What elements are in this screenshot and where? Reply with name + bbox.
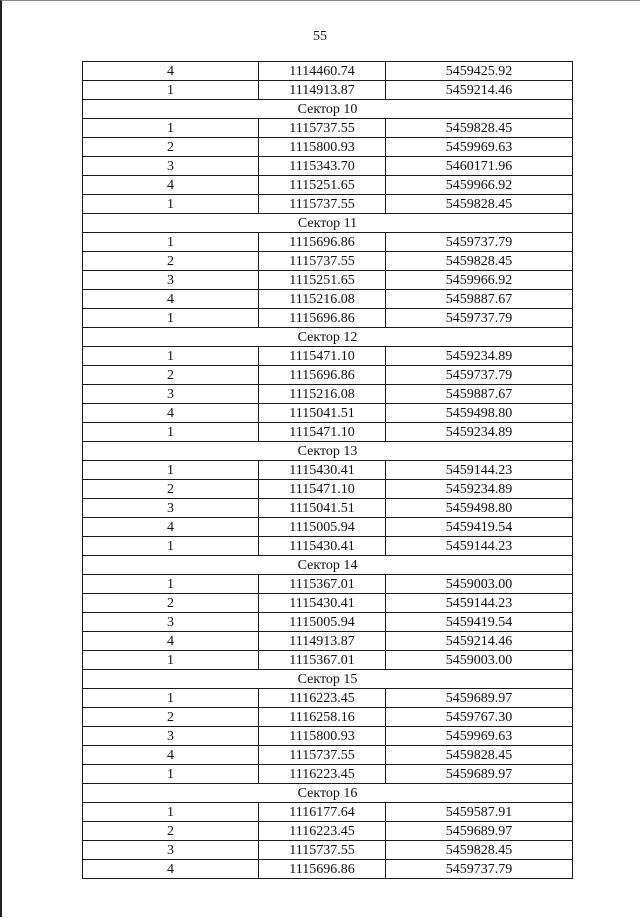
x-coordinate-cell: 1115216.08 <box>259 385 386 404</box>
y-coordinate-cell: 5459828.45 <box>386 195 573 214</box>
x-coordinate-cell: 1116223.45 <box>259 765 386 784</box>
y-coordinate-cell: 5459966.92 <box>386 176 573 195</box>
sector-header-row <box>83 442 573 461</box>
y-coordinate-cell: 5459144.23 <box>386 537 573 556</box>
y-coordinate-cell: 5459425.92 <box>386 62 573 81</box>
sector-title: Сектор 13 <box>83 442 573 461</box>
x-coordinate-cell: 1115696.86 <box>259 366 386 385</box>
y-coordinate-cell: 5459969.63 <box>386 727 573 746</box>
table-row <box>83 423 573 442</box>
coordinates-table-body <box>83 62 573 879</box>
y-coordinate-cell: 5459234.89 <box>386 423 573 442</box>
point-number-cell: 4 <box>83 518 259 537</box>
y-coordinate-cell: 5459689.97 <box>386 689 573 708</box>
x-coordinate-cell: 1115041.51 <box>259 404 386 423</box>
y-coordinate-cell: 5459234.89 <box>386 480 573 499</box>
x-coordinate-cell: 1115005.94 <box>259 613 386 632</box>
x-coordinate-cell: 1115471.10 <box>259 480 386 499</box>
point-number-cell: 1 <box>83 575 259 594</box>
y-coordinate-cell: 5459737.79 <box>386 366 573 385</box>
x-coordinate-cell: 1115737.55 <box>259 119 386 138</box>
point-number-cell: 2 <box>83 480 259 499</box>
y-coordinate-cell: 5459966.92 <box>386 271 573 290</box>
y-coordinate-cell: 5459498.80 <box>386 404 573 423</box>
x-coordinate-cell: 1114913.87 <box>259 81 386 100</box>
sector-header-row <box>83 670 573 689</box>
point-number-cell: 4 <box>83 62 259 81</box>
y-coordinate-cell: 5459969.63 <box>386 138 573 157</box>
table-row <box>83 708 573 727</box>
x-coordinate-cell: 1115367.01 <box>259 575 386 594</box>
table-row <box>83 822 573 841</box>
y-coordinate-cell: 5459767.30 <box>386 708 573 727</box>
table-row <box>83 651 573 670</box>
point-number-cell: 4 <box>83 290 259 309</box>
coordinates-table <box>82 61 573 879</box>
table-row <box>83 81 573 100</box>
table-row <box>83 499 573 518</box>
y-coordinate-cell: 5459498.80 <box>386 499 573 518</box>
point-number-cell: 1 <box>83 233 259 252</box>
table-row <box>83 195 573 214</box>
sector-title: Сектор 12 <box>83 328 573 347</box>
y-coordinate-cell: 5459737.79 <box>386 309 573 328</box>
point-number-cell: 2 <box>83 822 259 841</box>
table-row <box>83 119 573 138</box>
x-coordinate-cell: 1115737.55 <box>259 252 386 271</box>
y-coordinate-cell: 5459828.45 <box>386 119 573 138</box>
point-number-cell: 1 <box>83 765 259 784</box>
x-coordinate-cell: 1115343.70 <box>259 157 386 176</box>
table-row <box>83 727 573 746</box>
y-coordinate-cell: 5459587.91 <box>386 803 573 822</box>
table-row <box>83 176 573 195</box>
point-number-cell: 1 <box>83 423 259 442</box>
x-coordinate-cell: 1115251.65 <box>259 271 386 290</box>
x-coordinate-cell: 1114913.87 <box>259 632 386 651</box>
sector-title: Сектор 10 <box>83 100 573 119</box>
table-row <box>83 252 573 271</box>
x-coordinate-cell: 1115737.55 <box>259 195 386 214</box>
table-row <box>83 271 573 290</box>
table-row <box>83 632 573 651</box>
sector-header-row <box>83 214 573 233</box>
sector-header-row <box>83 556 573 575</box>
table-row <box>83 480 573 499</box>
point-number-cell: 3 <box>83 841 259 860</box>
x-coordinate-cell: 1114460.74 <box>259 62 386 81</box>
x-coordinate-cell: 1115430.41 <box>259 594 386 613</box>
table-row <box>83 803 573 822</box>
point-number-cell: 2 <box>83 252 259 271</box>
table-row <box>83 594 573 613</box>
x-coordinate-cell: 1115216.08 <box>259 290 386 309</box>
point-number-cell: 1 <box>83 81 259 100</box>
x-coordinate-cell: 1115800.93 <box>259 727 386 746</box>
y-coordinate-cell: 5459887.67 <box>386 290 573 309</box>
point-number-cell: 3 <box>83 727 259 746</box>
x-coordinate-cell: 1115737.55 <box>259 841 386 860</box>
point-number-cell: 2 <box>83 708 259 727</box>
y-coordinate-cell: 5459419.54 <box>386 518 573 537</box>
x-coordinate-cell: 1115430.41 <box>259 537 386 556</box>
table-row <box>83 309 573 328</box>
table-row <box>83 613 573 632</box>
point-number-cell: 3 <box>83 499 259 518</box>
table-row <box>83 537 573 556</box>
y-coordinate-cell: 5459234.89 <box>386 347 573 366</box>
table-row <box>83 575 573 594</box>
y-coordinate-cell: 5459003.00 <box>386 575 573 594</box>
table-row <box>83 62 573 81</box>
table-row <box>83 841 573 860</box>
table-row <box>83 746 573 765</box>
x-coordinate-cell: 1115696.86 <box>259 309 386 328</box>
point-number-cell: 2 <box>83 138 259 157</box>
point-number-cell: 3 <box>83 157 259 176</box>
table-row <box>83 347 573 366</box>
x-coordinate-cell: 1115251.65 <box>259 176 386 195</box>
y-coordinate-cell: 5459828.45 <box>386 746 573 765</box>
x-coordinate-cell: 1116177.64 <box>259 803 386 822</box>
point-number-cell: 3 <box>83 271 259 290</box>
x-coordinate-cell: 1116258.16 <box>259 708 386 727</box>
sector-header-row <box>83 100 573 119</box>
y-coordinate-cell: 5459214.46 <box>386 81 573 100</box>
point-number-cell: 4 <box>83 860 259 879</box>
x-coordinate-cell: 1115367.01 <box>259 651 386 670</box>
y-coordinate-cell: 5459144.23 <box>386 594 573 613</box>
y-coordinate-cell: 5459419.54 <box>386 613 573 632</box>
point-number-cell: 4 <box>83 746 259 765</box>
point-number-cell: 4 <box>83 404 259 423</box>
sector-header-row <box>83 784 573 803</box>
y-coordinate-cell: 5460171.96 <box>386 157 573 176</box>
point-number-cell: 1 <box>83 347 259 366</box>
table-row <box>83 461 573 480</box>
y-coordinate-cell: 5459214.46 <box>386 632 573 651</box>
point-number-cell: 1 <box>83 461 259 480</box>
x-coordinate-cell: 1115737.55 <box>259 746 386 765</box>
table-row <box>83 233 573 252</box>
point-number-cell: 1 <box>83 195 259 214</box>
table-row <box>83 518 573 537</box>
x-coordinate-cell: 1115005.94 <box>259 518 386 537</box>
y-coordinate-cell: 5459144.23 <box>386 461 573 480</box>
point-number-cell: 2 <box>83 366 259 385</box>
sector-header-row <box>83 328 573 347</box>
table-row <box>83 689 573 708</box>
y-coordinate-cell: 5459737.79 <box>386 233 573 252</box>
sector-title: Сектор 15 <box>83 670 573 689</box>
point-number-cell: 1 <box>83 537 259 556</box>
y-coordinate-cell: 5459828.45 <box>386 252 573 271</box>
x-coordinate-cell: 1115696.86 <box>259 233 386 252</box>
point-number-cell: 4 <box>83 632 259 651</box>
table-row <box>83 765 573 784</box>
table-row <box>83 138 573 157</box>
x-coordinate-cell: 1115041.51 <box>259 499 386 518</box>
sector-title: Сектор 11 <box>83 214 573 233</box>
point-number-cell: 1 <box>83 119 259 138</box>
table-row <box>83 157 573 176</box>
x-coordinate-cell: 1116223.45 <box>259 689 386 708</box>
point-number-cell: 3 <box>83 613 259 632</box>
table-row <box>83 860 573 879</box>
x-coordinate-cell: 1115430.41 <box>259 461 386 480</box>
x-coordinate-cell: 1115696.86 <box>259 860 386 879</box>
x-coordinate-cell: 1115800.93 <box>259 138 386 157</box>
y-coordinate-cell: 5459689.97 <box>386 822 573 841</box>
x-coordinate-cell: 1116223.45 <box>259 822 386 841</box>
sector-title: Сектор 14 <box>83 556 573 575</box>
point-number-cell: 2 <box>83 594 259 613</box>
y-coordinate-cell: 5459737.79 <box>386 860 573 879</box>
point-number-cell: 3 <box>83 385 259 404</box>
table-row <box>83 385 573 404</box>
table-row <box>83 366 573 385</box>
y-coordinate-cell: 5459887.67 <box>386 385 573 404</box>
point-number-cell: 1 <box>83 689 259 708</box>
point-number-cell: 1 <box>83 803 259 822</box>
y-coordinate-cell: 5459689.97 <box>386 765 573 784</box>
point-number-cell: 1 <box>83 651 259 670</box>
x-coordinate-cell: 1115471.10 <box>259 423 386 442</box>
table-row <box>83 290 573 309</box>
page-number: 55 <box>313 29 327 44</box>
point-number-cell: 1 <box>83 309 259 328</box>
y-coordinate-cell: 5459003.00 <box>386 651 573 670</box>
x-coordinate-cell: 1115471.10 <box>259 347 386 366</box>
sector-title: Сектор 16 <box>83 784 573 803</box>
y-coordinate-cell: 5459828.45 <box>386 841 573 860</box>
table-row <box>83 404 573 423</box>
point-number-cell: 4 <box>83 176 259 195</box>
